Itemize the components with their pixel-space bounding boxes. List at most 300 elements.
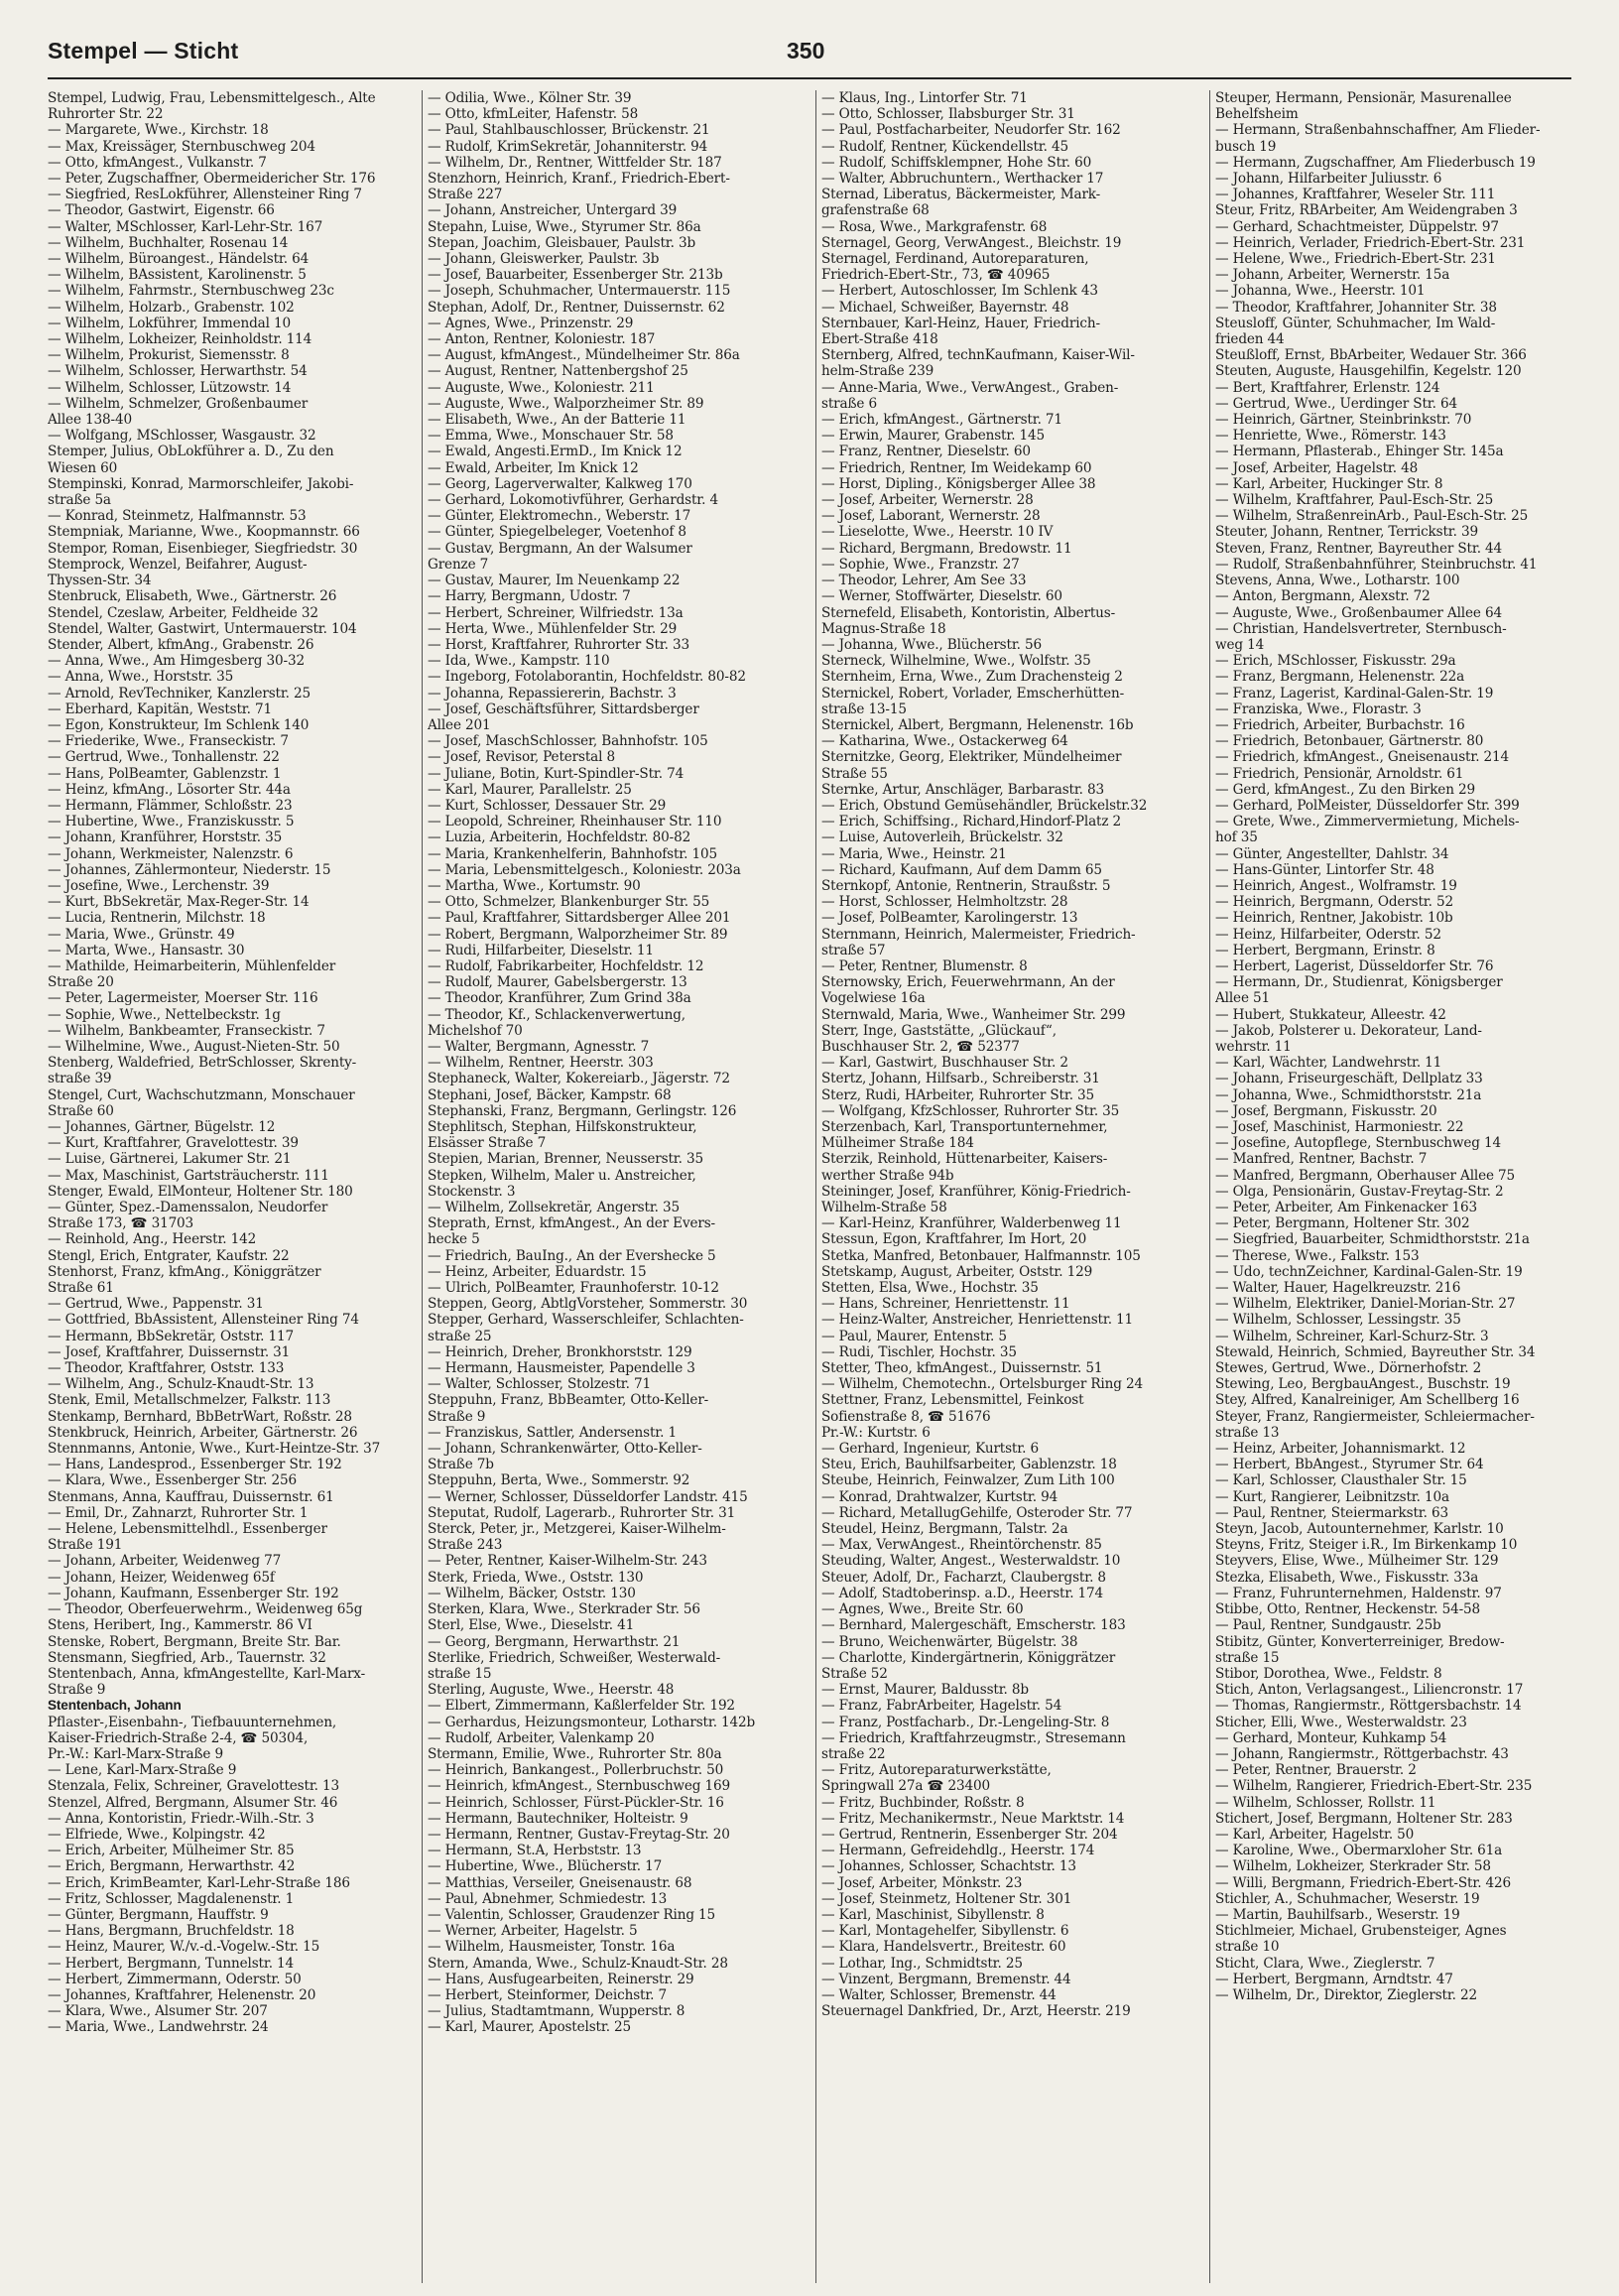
directory-entry-line: — Johannes, Gärtner, Bügelstr. 12 (48, 1119, 276, 1135)
directory-entry-line: — Adolf, Stadtoberinsp. a.D., Heerstr. 174 (821, 1585, 1104, 1601)
directory-entry-line: Steuten, Auguste, Hausgehilfin, Kegelstr. 120 (1215, 363, 1522, 380)
directory-entry-line: — Johanna, Wwe., Heerstr. 101 (1215, 283, 1426, 300)
directory-entry-line: Sternwald, Maria, Wwe., Wanheimer Str. 299 (821, 1006, 1126, 1023)
directory-entry-line: Straße 9 (428, 1408, 486, 1425)
directory-entry-line: Steuper, Hermann, Pensionär, Masurenallee (1215, 90, 1512, 106)
directory-entry-line: Stezka, Elisabeth, Wwe., Fiskusstr. 33a (1215, 1569, 1479, 1586)
directory-entry-line: Stibitz, Günter, Konverterreiniger, Bredow- (1215, 1633, 1505, 1650)
directory-entry-line: — Fritz, Schlosser, Magdalenenstr. 1 (48, 1890, 295, 1907)
directory-entry-line: Steininger, Josef, Kranführer, König-Friedrich- (821, 1183, 1131, 1200)
directory-entry-line: — Max, Maschinist, Gartsträucherstr. 111 (48, 1167, 329, 1184)
directory-entry-line: — Ernst, Maurer, Baldusstr. 8b (821, 1682, 1029, 1699)
directory-entry-line: Stempniak, Marianne, Wwe., Koopmannstr. 66 (48, 524, 360, 541)
directory-entry-line: Stenger, Ewald, ElMonteur, Holtener Str. 180 (48, 1183, 353, 1200)
directory-entry-line: Stephanski, Franz, Bergmann, Gerlingstr. 126 (428, 1102, 737, 1119)
directory-entry-line: — Peter, Arbeiter, Am Finkenacker 163 (1215, 1200, 1478, 1216)
directory-entry-line: — Gertrud, Wwe., Pappenstr. 31 (48, 1296, 264, 1313)
directory-entry-line: Stetten, Elsa, Wwe., Hochstr. 35 (821, 1280, 1039, 1297)
directory-entry-line: — Karl, Schlosser, Clausthaler Str. 15 (1215, 1472, 1467, 1489)
directory-entry-line: — Herbert, Bergmann, Tunnelstr. 14 (48, 1955, 295, 1972)
directory-entry-line: Stockenstr. 3 (428, 1183, 516, 1200)
directory-entry-line: — Wilhelm, Lokführer, Immendal 10 (48, 315, 291, 331)
directory-entry-line: — Rudolf, Rentner, Kückendellstr. 45 (821, 138, 1068, 155)
directory-entry-line: — Leopold, Schreiner, Rheinhauser Str. 110 (428, 814, 722, 830)
directory-entry-line: Steppuhn, Franz, BbBeamter, Otto-Keller- (428, 1392, 709, 1409)
directory-entry-line: Stenhorst, Franz, kfmAng., Königgrätzer (48, 1263, 321, 1280)
directory-entry-line: — Erich, KrimBeamter, Karl-Lehr-Straße 186 (48, 1874, 350, 1891)
directory-entry-line: — Erich, Obstund Gemüsehändler, Brückelstr.32 (821, 797, 1148, 814)
directory-entry-line: — Günter, Elektromechn., Weberstr. 17 (428, 508, 691, 525)
directory-entry-line: — Wilhelm, StraßenreinArb., Paul-Esch-Str. 25 (1215, 508, 1529, 525)
directory-entry-line: grafenstraße 68 (821, 202, 930, 219)
directory-entry-line: Sterzik, Reinhold, Hüttenarbeiter, Kaisers- (821, 1151, 1108, 1168)
directory-entry-line: Stephaneck, Walter, Kokereiarb., Jägerstr. 72 (428, 1071, 730, 1087)
directory-entry-line: — Johann, Rangiermstr., Röttgerbachstr. 43 (1215, 1745, 1509, 1762)
directory-entry-line: — Peter, Rentner, Kaiser-Wilhelm-Str. 243 (428, 1553, 707, 1570)
directory-entry-line: — Josef, Kraftfahrer, Duissernstr. 31 (48, 1343, 291, 1360)
directory-entry-line: Grenze 7 (428, 556, 489, 573)
directory-entry-line: — Friedrich, Arbeiter, Burbachstr. 16 (1215, 716, 1465, 733)
directory-entry-line: — Bert, Kraftfahrer, Erlenstr. 124 (1215, 379, 1440, 396)
directory-entry-line: — Josef, PolBeamter, Karolingerstr. 13 (821, 910, 1078, 927)
directory-entry-line: straße 15 (1215, 1649, 1280, 1666)
directory-entry-line: — Kurt, Schlosser, Dessauer Str. 29 (428, 797, 667, 814)
directory-entry-line: — Ewald, Arbeiter, Im Knick 12 (428, 459, 639, 476)
directory-entry-line: werther Straße 94b (821, 1167, 954, 1184)
directory-entry-line: Allee 51 (1215, 990, 1271, 1007)
directory-entry-line: Stichert, Josef, Bergmann, Holtener Str. 283 (1215, 1810, 1513, 1827)
directory-entry-line: — Heinrich, Gärtner, Steinbrinkstr. 70 (1215, 412, 1472, 429)
directory-entry-line: — Gertrud, Wwe., Tonhallenstr. 22 (48, 749, 280, 766)
directory-entry-line: Stibbe, Otto, Rentner, Heckenstr. 54-58 (1215, 1601, 1481, 1618)
directory-entry-line: Sterlike, Friedrich, Schweißer, Westerwald- (428, 1649, 721, 1666)
directory-entry-line: — Johannes, Kraftfahrer, Weseler Str. 111 (1215, 187, 1496, 203)
directory-entry-line: — Fritz, Autoreparaturwerkstätte, (821, 1762, 1052, 1779)
directory-entry-line: — August, kfmAngest., Mündelheimer Str. 86a (428, 347, 740, 364)
directory-entry-line: Stengel, Curt, Wachschutzmann, Monschauer (48, 1086, 355, 1103)
directory-entry-line: — Fritz, Mechanikermstr., Neue Marktstr. 14 (821, 1810, 1125, 1827)
directory-entry-line: Behelfsheim (1215, 106, 1299, 123)
directory-entry-line: — Wilhelm, Rentner, Heerstr. 303 (428, 1055, 654, 1072)
directory-entry-line: — Luzia, Arbeiterin, Hochfeldstr. 80-82 (428, 829, 691, 846)
directory-entry-line: — Wilhelm, Dr., Rentner, Wittfelder Str. 187 (428, 154, 722, 171)
directory-entry-line: Stentenbach, Anna, kfmAngestellte, Karl-Marx- (48, 1665, 366, 1682)
directory-entry-line: — Wilhelm, Ang., Schulz-Knaudt-Str. 13 (48, 1376, 314, 1393)
directory-entry-line: — Agnes, Wwe., Prinzenstr. 29 (428, 315, 634, 331)
directory-entry-line: — Friederike, Wwe., Franseckistr. 7 (48, 733, 289, 750)
directory-entry-line: — Franziska, Wwe., Florastr. 3 (1215, 701, 1422, 717)
directory-entry-line: — Wilhelm, Holzarb., Grabenstr. 102 (48, 299, 295, 316)
directory-entry-line: Springwall 27a ☎ 23400 (821, 1778, 990, 1795)
directory-entry-line: — Jakob, Polsterer u. Dekorateur, Land- (1215, 1022, 1482, 1039)
directory-entry-line: Stephlitsch, Stephan, Hilfskonstrukteur, (428, 1119, 697, 1135)
directory-entry-line: — Ulrich, PolBeamter, Fraunhoferstr. 10-12 (428, 1280, 719, 1297)
directory-entry-line: Steven, Franz, Rentner, Bayreuther Str. 44 (1215, 540, 1503, 557)
directory-entry-line: — Manfred, Bergmann, Oberhauser Allee 75 (1215, 1167, 1516, 1184)
directory-entry-line: — Josef, Bergmann, Fiskusstr. 20 (1215, 1102, 1437, 1119)
directory-entry-line: — Fritz, Buchbinder, Roßstr. 8 (821, 1794, 1025, 1811)
directory-entry-line: — Rudolf, Schiffsklempner, Hohe Str. 60 (821, 154, 1092, 171)
directory-entry-line: — Walter, Schlosser, Stolzestr. 71 (428, 1376, 651, 1393)
directory-entry-line: — Josefine, Autopflege, Sternbuschweg 14 (1215, 1135, 1501, 1152)
directory-entry-line: — Josef, Laborant, Wernerstr. 28 (821, 508, 1041, 525)
directory-entry-line: — Günter, Spiegelbeleger, Voetenhof 8 (428, 524, 686, 541)
directory-entry-line: — Erich, Bergmann, Herwarthstr. 42 (48, 1858, 296, 1875)
directory-entry-line: — Arnold, RevTechniker, Kanzlerstr. 25 (48, 685, 311, 702)
directory-entry-line: — Johannes, Kraftfahrer, Helenenstr. 20 (48, 1986, 316, 2003)
directory-entry-line: Stendel, Walter, Gastwirt, Untermauerstr. 104 (48, 620, 357, 637)
directory-entry-line: — Erich, MSchlosser, Fiskusstr. 29a (1215, 653, 1456, 670)
directory-entry-line: — Gerhard, Ingenieur, Kurtstr. 6 (821, 1441, 1039, 1458)
directory-entry-line: Vogelwiese 16a (821, 990, 926, 1007)
directory-entry-line: Sterken, Klara, Wwe., Sterkrader Str. 56 (428, 1601, 700, 1618)
directory-entry-line: straße 5a (48, 492, 111, 509)
directory-entry-line: — Ida, Wwe., Kampstr. 110 (428, 653, 610, 670)
directory-entry-line: — Vinzent, Bergmann, Bremenstr. 44 (821, 1971, 1071, 1987)
directory-entry-line: Sterneck, Wilhelmine, Wwe., Wolfstr. 35 (821, 653, 1091, 670)
directory-entry-line: — Friedrich, Rentner, Im Weidekamp 60 (821, 459, 1092, 476)
directory-entry-line: Sticht, Clara, Wwe., Zieglerstr. 7 (1215, 1955, 1435, 1972)
directory-entry-line: — Manfred, Rentner, Bachstr. 7 (1215, 1151, 1428, 1168)
directory-entry-line: straße 25 (428, 1328, 492, 1344)
directory-entry-line: — Odilia, Wwe., Kölner Str. 39 (428, 90, 632, 106)
directory-entry-line: Pflaster-,Eisenbahn-, Tiefbauunternehmen, (48, 1714, 337, 1730)
directory-entry-line: — Erich, Schiffsing., Richard,Hindorf-Platz 2 (821, 814, 1122, 830)
directory-entry-line: — Lothar, Ing., Schmidtstr. 25 (821, 1955, 1023, 1972)
directory-entry-line: Steppuhn, Berta, Wwe., Sommerstr. 92 (428, 1472, 690, 1489)
directory-entry-line: Stenkamp, Bernhard, BbBetrWart, Roßstr. 28 (48, 1408, 352, 1425)
directory-entry-line: — Anna, Wwe., Am Himgesberg 30-32 (48, 653, 305, 670)
directory-entry-line: — Johann, Heizer, Weidenweg 65f (48, 1569, 275, 1586)
directory-entry-line: — Franz, Lagerist, Kardinal-Galen-Str. 19 (1215, 685, 1494, 702)
directory-entry-line: — Herta, Wwe., Mühlenfelder Str. 29 (428, 620, 678, 637)
directory-entry-line: — Anna, Wwe., Horststr. 35 (48, 669, 234, 686)
directory-entry-line: Steusloff, Günter, Schuhmacher, Im Wald- (1215, 315, 1496, 331)
directory-entry-line: Steudel, Heinz, Bergmann, Talstr. 2a (821, 1521, 1068, 1538)
directory-entry-line: — Erich, kfmAngest., Gärtnerstr. 71 (821, 412, 1062, 429)
directory-entry-line: Sternickel, Robert, Vorlader, Emscherhütten- (821, 685, 1125, 702)
directory-entry-line: — Josef, Revisor, Peterstal 8 (428, 749, 615, 766)
column-rule (422, 90, 423, 2283)
directory-entry-line: — Paul, Postfacharbeiter, Neudorfer Str. 162 (821, 122, 1121, 139)
directory-entry-line: Stempor, Roman, Eisenbieger, Siegfriedstr. 30 (48, 540, 358, 557)
directory-entry-line: Steppen, Georg, AbtlgVorsteher, Sommerstr. 30 (428, 1296, 748, 1313)
column-2 (428, 90, 797, 2283)
directory-entry-line: — Wilhelm, Schmelzer, Großenbaumer (48, 395, 309, 412)
directory-entry-line: — Robert, Bergmann, Walporzheimer Str. 89 (428, 926, 728, 943)
directory-entry-line: — Rudi, Tischler, Hochstr. 35 (821, 1343, 1017, 1360)
directory-entry-line: Stemprock, Wenzel, Beifahrer, August- (48, 556, 308, 573)
directory-entry-line: — Walter, Hauer, Hagelkreuzstr. 216 (1215, 1280, 1461, 1297)
directory-entry-line: — Günter, Bergmann, Hauffstr. 9 (48, 1906, 269, 1923)
directory-entry-line: — Luise, Gärtnerei, Lakumer Str. 21 (48, 1151, 292, 1168)
directory-entry-line: — Elisabeth, Wwe., An der Batterie 11 (428, 412, 686, 429)
directory-entry-line: — Sophie, Wwe., Franzstr. 27 (821, 556, 1020, 573)
directory-entry-line: — Richard, Bergmann, Bredowstr. 11 (821, 540, 1072, 557)
directory-entry-line: Steuer, Adolf, Dr., Facharzt, Claubergstr. 8 (821, 1569, 1106, 1586)
directory-entry-line: — Theodor, Kraftfahrer, Johanniter Str. 38 (1215, 299, 1497, 316)
directory-entry-line: — Anton, Bergmann, Alexstr. 72 (1215, 588, 1431, 605)
directory-entry-line: — Wilhelm, Kraftfahrer, Paul-Esch-Str. 25 (1215, 492, 1494, 509)
directory-entry-line: — Gustav, Bergmann, An der Walsumer (428, 540, 692, 557)
directory-entry-line: — Siegfried, ResLokführer, Allensteiner Ring 7 (48, 187, 362, 203)
directory-entry-line: — Harry, Bergmann, Udostr. 7 (428, 588, 631, 605)
directory-entry-line: Stenzhorn, Heinrich, Kranf., Friedrich-Ebert- (428, 171, 730, 188)
directory-entry-line: Stensmann, Siegfried, Arb., Tauernstr. 32 (48, 1649, 326, 1666)
directory-entry-line: — Valentin, Schlosser, Graudenzer Ring 15 (428, 1906, 716, 1923)
directory-entry-line: — Theodor, Kraftfahrer, Oststr. 133 (48, 1360, 285, 1377)
directory-entry-line: Steyvers, Elise, Wwe., Mülheimer Str. 129 (1215, 1553, 1499, 1570)
directory-entry-line: Steputat, Rudolf, Lagerarb., Ruhrorter Str. 31 (428, 1504, 736, 1521)
directory-entry-line: — Kurt, Kraftfahrer, Gravelottestr. 39 (48, 1135, 299, 1152)
directory-entry-line: — Friedrich, Betonbauer, Gärtnerstr. 80 (1215, 733, 1484, 750)
directory-entry-line: — Otto, kfmLeiter, Hafenstr. 58 (428, 106, 639, 123)
directory-entry-line: — Lieselotte, Wwe., Heerstr. 10 IV (821, 524, 1054, 541)
directory-entry-line: — Josef, Bauarbeiter, Essenberger Str. 213b (428, 267, 723, 284)
directory-entry-line: — Karl, Gastwirt, Buschhauser Str. 2 (821, 1055, 1068, 1072)
directory-entry-line: — Paul, Stahlbauschlosser, Brückenstr. 21 (428, 122, 710, 139)
directory-entry-line: — Joseph, Schuhmacher, Untermauerstr. 115 (428, 283, 731, 300)
directory-entry-line: — Josef, Arbeiter, Wernerstr. 28 (821, 492, 1034, 509)
directory-entry-line: — Klara, Wwe., Essenberger Str. 256 (48, 1472, 297, 1489)
directory-entry-line: Stibor, Dorothea, Wwe., Feldstr. 8 (1215, 1665, 1442, 1682)
directory-entry-line: Stewes, Gertrud, Wwe., Dörnerhofstr. 2 (1215, 1360, 1482, 1377)
directory-entry-line: — Agnes, Wwe., Breite Str. 60 (821, 1601, 1024, 1618)
directory-entry-line: Sternagel, Ferdinand, Autoreparaturen, (821, 251, 1089, 268)
directory-entry-line: — Michael, Schweißer, Bayernstr. 48 (821, 299, 1069, 316)
directory-entry-line: — Josef, Steinmetz, Holtener Str. 301 (821, 1890, 1072, 1907)
directory-entry-line: — Reinhold, Ang., Heerstr. 142 (48, 1231, 257, 1248)
directory-entry-line: Steyer, Franz, Rangiermeister, Schleiermacher- (1215, 1408, 1535, 1425)
directory-entry-line: — Herbert, BbAngest., Styrumer Str. 64 (1215, 1457, 1484, 1473)
directory-entry-line: wehrstr. 11 (1215, 1038, 1292, 1055)
directory-entry-line: Stenkbruck, Heinrich, Arbeiter, Gärtnerstr. 26 (48, 1424, 358, 1441)
directory-entry-line: — Margarete, Wwe., Kirchstr. 18 (48, 122, 269, 139)
directory-entry-line: — Peter, Zugschaffner, Obermeidericher Str. 176 (48, 171, 376, 188)
directory-entry-line: Ebert-Straße 418 (821, 331, 938, 348)
directory-entry-line: — Wilhelm, Elektriker, Daniel-Morian-Str. 27 (1215, 1296, 1516, 1313)
page-number: 350 (787, 38, 825, 64)
directory-entry-line: — Wilhelm, Zollsekretär, Angerstr. 35 (428, 1200, 681, 1216)
directory-entry-line: — Walter, Abbruchuntern., Werthacker 17 (821, 171, 1104, 188)
directory-entry-line: Pr.-W.: Karl-Marx-Straße 9 (48, 1745, 223, 1762)
directory-entry-line: — Otto, kfmAngest., Vulkanstr. 7 (48, 154, 267, 171)
directory-entry-line: — Herbert, Steinformer, Deichstr. 7 (428, 1986, 668, 2003)
directory-entry-line: — Lucia, Rentnerin, Milchstr. 18 (48, 910, 266, 927)
directory-entry-line: — Willi, Bergmann, Friedrich-Ebert-Str. 426 (1215, 1874, 1512, 1891)
directory-entry-line: — Wilhelmine, Wwe., August-Nieten-Str. 50 (48, 1038, 340, 1055)
directory-entry-line: — Hans-Günter, Lintorfer Str. 48 (1215, 861, 1434, 878)
directory-entry-line: — Karl, Maschinist, Sibyllenstr. 8 (821, 1906, 1045, 1923)
directory-entry-line: — Wilhelm, Schlosser, Herwarthstr. 54 (48, 363, 308, 380)
directory-entry-line: Kaiser-Friedrich-Straße 2-4, ☎ 50304, (48, 1729, 309, 1746)
directory-entry-line: — Ingeborg, Fotolaborantin, Hochfeldstr. 80-82 (428, 669, 746, 686)
directory-entry-line: straße 57 (821, 942, 886, 958)
directory-entry-line: — Ewald, Angesti.ErmD., Im Knick 12 (428, 444, 683, 460)
directory-entry-line: — Johann, Kranführer, Horststr. 35 (48, 829, 283, 846)
directory-entry-line: Sticher, Elli, Wwe., Westerwaldstr. 23 (1215, 1714, 1467, 1730)
directory-entry-line: — Henriette, Wwe., Römerstr. 143 (1215, 428, 1446, 445)
directory-entry-line: — Hermann, St.A, Herbststr. 13 (428, 1843, 642, 1859)
directory-entry-line: Straße 191 (48, 1537, 123, 1554)
directory-entry-line: Stenk, Emil, Metallschmelzer, Falkstr. 113 (48, 1392, 331, 1409)
directory-entry-line: — Herbert, Bergmann, Erinstr. 8 (1215, 942, 1435, 958)
directory-entry-line: Wiesen 60 (48, 459, 118, 476)
directory-entry-line: — Georg, Bergmann, Herwarthstr. 21 (428, 1633, 681, 1650)
directory-entry-line: Stenmans, Anna, Kauffrau, Duissernstr. 61 (48, 1488, 334, 1505)
directory-entry-line: Stertz, Johann, Hilfsarb., Schreiberstr. 31 (821, 1071, 1100, 1087)
directory-entry-line: — Auguste, Wwe., Walporzheimer Str. 89 (428, 395, 704, 412)
directory-entry-line: — Wilhelm, Lokheizer, Reinholdstr. 114 (48, 331, 312, 348)
directory-entry-line: — Martin, Bauhilfsarb., Weserstr. 19 (1215, 1906, 1460, 1923)
directory-entry-line: — August, Rentner, Nattenbergshof 25 (428, 363, 688, 380)
directory-entry-line: — Rudolf, Straßenbahnführer, Steinbruchstr. 41 (1215, 556, 1538, 573)
directory-entry-line: — Wilhelm, Chemotechn., Ortelsburger Ring 24 (821, 1376, 1143, 1393)
directory-entry-line: — Erich, Arbeiter, Mülheimer Str. 85 (48, 1843, 295, 1859)
directory-entry-line: — Gerhard, PolMeister, Düsseldorfer Str. 399 (1215, 797, 1520, 814)
directory-entry-line: — Udo, technZeichner, Kardinal-Galen-Str. 19 (1215, 1263, 1523, 1280)
directory-entry-line: — Heinrich, Dreher, Bronkhorststr. 129 (428, 1343, 692, 1360)
directory-entry-line: — Wilhelm, Hausmeister, Tonstr. 16a (428, 1939, 676, 1956)
directory-entry-line: — Friedrich, kfmAngest., Gneisenaustr. 214 (1215, 749, 1510, 766)
directory-entry-line: — Helene, Wwe., Friedrich-Ebert-Str. 231 (1215, 251, 1496, 268)
directory-entry-line: Stenske, Robert, Bergmann, Breite Str. Bar. (48, 1633, 341, 1650)
directory-entry-line: — Wilhelm, Schlosser, Lützowstr. 14 (48, 379, 292, 396)
directory-entry-line: — Gertrud, Rentnerin, Essenberger Str. 204 (821, 1826, 1118, 1843)
directory-entry-line: — Otto, Schlosser, Ilabsburger Str. 31 (821, 106, 1075, 123)
directory-entry-line: Sterl, Else, Wwe., Dieselstr. 41 (428, 1617, 635, 1634)
directory-entry-line: — Siegfried, Bauarbeiter, Schmidthorststr. 21a (1215, 1231, 1530, 1248)
directory-entry-line: — Johanna, Wwe., Schmidthorststr. 21a (1215, 1086, 1482, 1103)
directory-entry-line: Stewald, Heinrich, Schmied, Bayreuther Str. 34 (1215, 1343, 1536, 1360)
directory-entry-line: — Richard, MetallugGehilfe, Osteroder Str. 77 (821, 1504, 1133, 1521)
directory-entry-line: Stender, Albert, kfmAng., Grabenstr. 26 (48, 636, 314, 653)
directory-entry-line: — Friedrich, Pensionär, Arnoldstr. 61 (1215, 765, 1464, 782)
directory-entry-line: Sternkopf, Antonie, Rentnerin, Straußstr. 5 (821, 877, 1111, 894)
directory-entry-line: — Sophie, Wwe., Nettelbeckstr. 1g (48, 1006, 281, 1023)
directory-entry-line: — Herbert, Zimmermann, Oderstr. 50 (48, 1971, 302, 1987)
directory-entry-line: — Hermann, BbSekretär, Oststr. 117 (48, 1328, 295, 1344)
directory-entry-line: — Paul, Kraftfahrer, Sittardsberger Allee 201 (428, 910, 731, 927)
directory-entry-line: Stepan, Joachim, Gleisbauer, Paulstr. 3b (428, 234, 696, 251)
directory-entry-line: — Johann, Arbeiter, Weidenweg 77 (48, 1553, 282, 1570)
directory-entry-line: — Heinrich, Bergmann, Oderstr. 52 (1215, 894, 1453, 911)
directory-entry-line: — Marta, Wwe., Hansastr. 30 (48, 942, 245, 958)
directory-entry-line: — Gerhardus, Heizungsmonteur, Lotharstr. 142b (428, 1714, 756, 1730)
directory-entry-line: Stepken, Wilhelm, Maler u. Anstreicher, (428, 1167, 696, 1184)
directory-entry-line: — Rudolf, KrimSekretär, Johanniterstr. 94 (428, 138, 708, 155)
directory-entry-line: straße 13 (1215, 1424, 1280, 1441)
directory-entry-line: Stens, Heribert, Ing., Kammerstr. 86 VI (48, 1617, 312, 1634)
directory-entry-line: — Anna, Kontoristin, Friedr.-Wilh.-Str. 3 (48, 1810, 314, 1827)
directory-entry-line: — Herbert, Schreiner, Wilfriedstr. 13a (428, 604, 684, 621)
directory-entry-line: — Herbert, Autoschlosser, Im Schlenk 43 (821, 283, 1098, 300)
directory-entry-line: straße 6 (821, 395, 877, 412)
directory-entry-line: — Bruno, Weichenwärter, Bügelstr. 38 (821, 1633, 1078, 1650)
directory-entry-line: — Wilhelm, Büroangest., Händelstr. 64 (48, 251, 310, 268)
directory-entry-line: — Johannes, Zählermonteur, Niederstr. 15 (48, 861, 331, 878)
directory-entry-line: — Horst, Dipling., Königsberger Allee 38 (821, 475, 1096, 492)
directory-entry-line: — Hermann, Rentner, Gustav-Freytag-Str. 20 (428, 1826, 730, 1843)
directory-entry-line: — Grete, Wwe., Zimmervermietung, Michels- (1215, 814, 1520, 830)
directory-entry-line: Sterz, Rudi, HArbeiter, Ruhrorter Str. 35 (821, 1086, 1095, 1103)
directory-entry-line: Sternowsky, Erich, Feuerwehrmann, An der (821, 974, 1115, 991)
directory-entry-line: Stepahn, Luise, Wwe., Styrumer Str. 86a (428, 218, 701, 235)
directory-entry-line: — Maria, Lebensmittelgesch., Koloniestr. 203a (428, 861, 741, 878)
directory-entry-line: — Hermann, Bautechniker, Holteistr. 9 (428, 1810, 688, 1827)
directory-entry-line: — Rudolf, Maurer, Gabelsbergerstr. 13 (428, 974, 687, 991)
directory-entry-line: Magnus-Straße 18 (821, 620, 946, 637)
directory-entry-line: Steyns, Fritz, Steiger i.R., Im Birkenkamp 10 (1215, 1537, 1518, 1554)
directory-entry-line: Wilhelm-Straße 58 (821, 1200, 947, 1216)
directory-entry-line: — Hermann, Pflasterab., Ehinger Str. 145a (1215, 444, 1504, 460)
directory-entry-line: Steube, Heinrich, Feinwalzer, Zum Lith 100 (821, 1472, 1115, 1489)
directory-entry-line: — Josefine, Wwe., Lerchenstr. 39 (48, 877, 270, 894)
directory-entry-line: — Max, VerwAngest., Rheintörchenstr. 85 (821, 1537, 1102, 1554)
column-3 (821, 90, 1190, 2283)
directory-entry-line: — Franz, Postfacharb., Dr.-Lengeling-Str. 8 (821, 1714, 1110, 1730)
directory-entry-line: — Peter, Rentner, Brauerstr. 2 (1215, 1762, 1417, 1779)
directory-entry-line: straße 22 (821, 1745, 886, 1762)
directory-entry-line: busch 19 (1215, 138, 1277, 155)
directory-entry-line: — Wilhelm, Bäcker, Oststr. 130 (428, 1585, 636, 1601)
directory-entry-line: Michelshof 70 (428, 1022, 523, 1039)
directory-entry-line: — Wolfgang, MSchlosser, Wasgaustr. 32 (48, 428, 316, 445)
directory-entry-line: — Wilhelm, Fahrmstr., Sternbuschweg 23c (48, 283, 334, 300)
directory-entry-line: Straße 227 (428, 187, 503, 203)
directory-entry-line: Sterk, Frieda, Wwe., Oststr. 130 (428, 1569, 644, 1586)
directory-entry-line: — Heinrich, Schlosser, Fürst-Pückler-Str. 16 (428, 1794, 724, 1811)
directory-entry-line: — Hermann, Hausmeister, Papendelle 3 (428, 1360, 695, 1377)
directory-entry-line: — Horst, Kraftfahrer, Ruhrorter Str. 33 (428, 636, 689, 653)
directory-entry-line: Sternmann, Heinrich, Malermeister, Friedrich- (821, 926, 1136, 943)
directory-entry-line: — Christian, Handelsvertreter, Sternbusch- (1215, 620, 1507, 637)
directory-entry-line: Stenzala, Felix, Schreiner, Gravelottestr. 13 (48, 1778, 340, 1795)
directory-entry-line: — Rosa, Wwe., Markgrafenstr. 68 (821, 218, 1048, 235)
directory-entry-line: Sterzenbach, Karl, Transportunternehmer, (821, 1119, 1108, 1135)
directory-entry-line: — Hermann, Dr., Studienrat, Königsberger (1215, 974, 1503, 991)
directory-entry-line: — Konrad, Steinmetz, Halfmannstr. 53 (48, 508, 307, 525)
directory-entry-line: — Georg, Lagerverwalter, Kalkweg 170 (428, 475, 692, 492)
directory-entry-line: — Josef, Arbeiter, Mönkstr. 23 (821, 1874, 1023, 1891)
directory-entry-line: — Wilhelm, Rangierer, Friedrich-Ebert-Str. 235 (1215, 1778, 1533, 1795)
directory-entry-line: Sternagel, Georg, VerwAngest., Bleichstr. 19 (821, 234, 1122, 251)
directory-entry-line: Steyn, Jacob, Autounternehmer, Karlstr. 10 (1215, 1521, 1504, 1538)
directory-entry-line: — Theodor, Kranführer, Zum Grind 38a (428, 990, 691, 1007)
directory-entry-line: Sternke, Artur, Anschläger, Barbarastr. 83 (821, 781, 1105, 798)
directory-entry-line: — Karl-Heinz, Kranführer, Walderbenweg 11 (821, 1215, 1122, 1232)
directory-entry-line: Stetka, Manfred, Betonbauer, Halfmannstr. 105 (821, 1247, 1141, 1264)
directory-entry-line: Stentenbach, Johann (48, 1698, 182, 1714)
directory-entry-line: — Hans, Bergmann, Bruchfeldstr. 18 (48, 1923, 295, 1940)
directory-entry-line: — Horst, Schlosser, Helmholtzstr. 28 (821, 894, 1068, 911)
directory-entry-line: Stetskamp, August, Arbeiter, Oststr. 129 (821, 1263, 1093, 1280)
directory-entry-line: — Wilhelm, Schlosser, Lessingstr. 35 (1215, 1312, 1461, 1329)
directory-entry-line: — Anne-Maria, Wwe., VerwAngest., Graben- (821, 379, 1119, 396)
directory-entry-line: Stennmanns, Antonie, Wwe., Kurt-Heintze-Str. 37 (48, 1441, 381, 1458)
directory-entry-line: — Paul, Abnehmer, Schmiedestr. 13 (428, 1890, 668, 1907)
directory-entry-line: Steuding, Walter, Angest., Westerwaldstr. 10 (821, 1553, 1121, 1570)
directory-entry-line: — Hermann, Straßenbahnschaffner, Am Flieder- (1215, 122, 1541, 139)
directory-entry-line: — Peter, Bergmann, Holtener Str. 302 (1215, 1215, 1470, 1232)
directory-entry-line: — Werner, Schlosser, Düsseldorfer Landstr. 415 (428, 1488, 748, 1505)
directory-entry-line: — Josef, Maschinist, Harmoniestr. 22 (1215, 1119, 1464, 1135)
directory-entry-line: Sterling, Auguste, Wwe., Heerstr. 48 (428, 1682, 675, 1699)
directory-entry-line: Steur, Fritz, RBArbeiter, Am Weidengraben 3 (1215, 202, 1518, 219)
directory-entry-line: — Heinz, Maurer, W./v.-d.-Vogelw.-Str. 15 (48, 1939, 320, 1956)
directory-entry-line: Straße 7b (428, 1457, 494, 1473)
directory-entry-line: — Hans, Landesprod., Essenberger Str. 192 (48, 1457, 342, 1473)
